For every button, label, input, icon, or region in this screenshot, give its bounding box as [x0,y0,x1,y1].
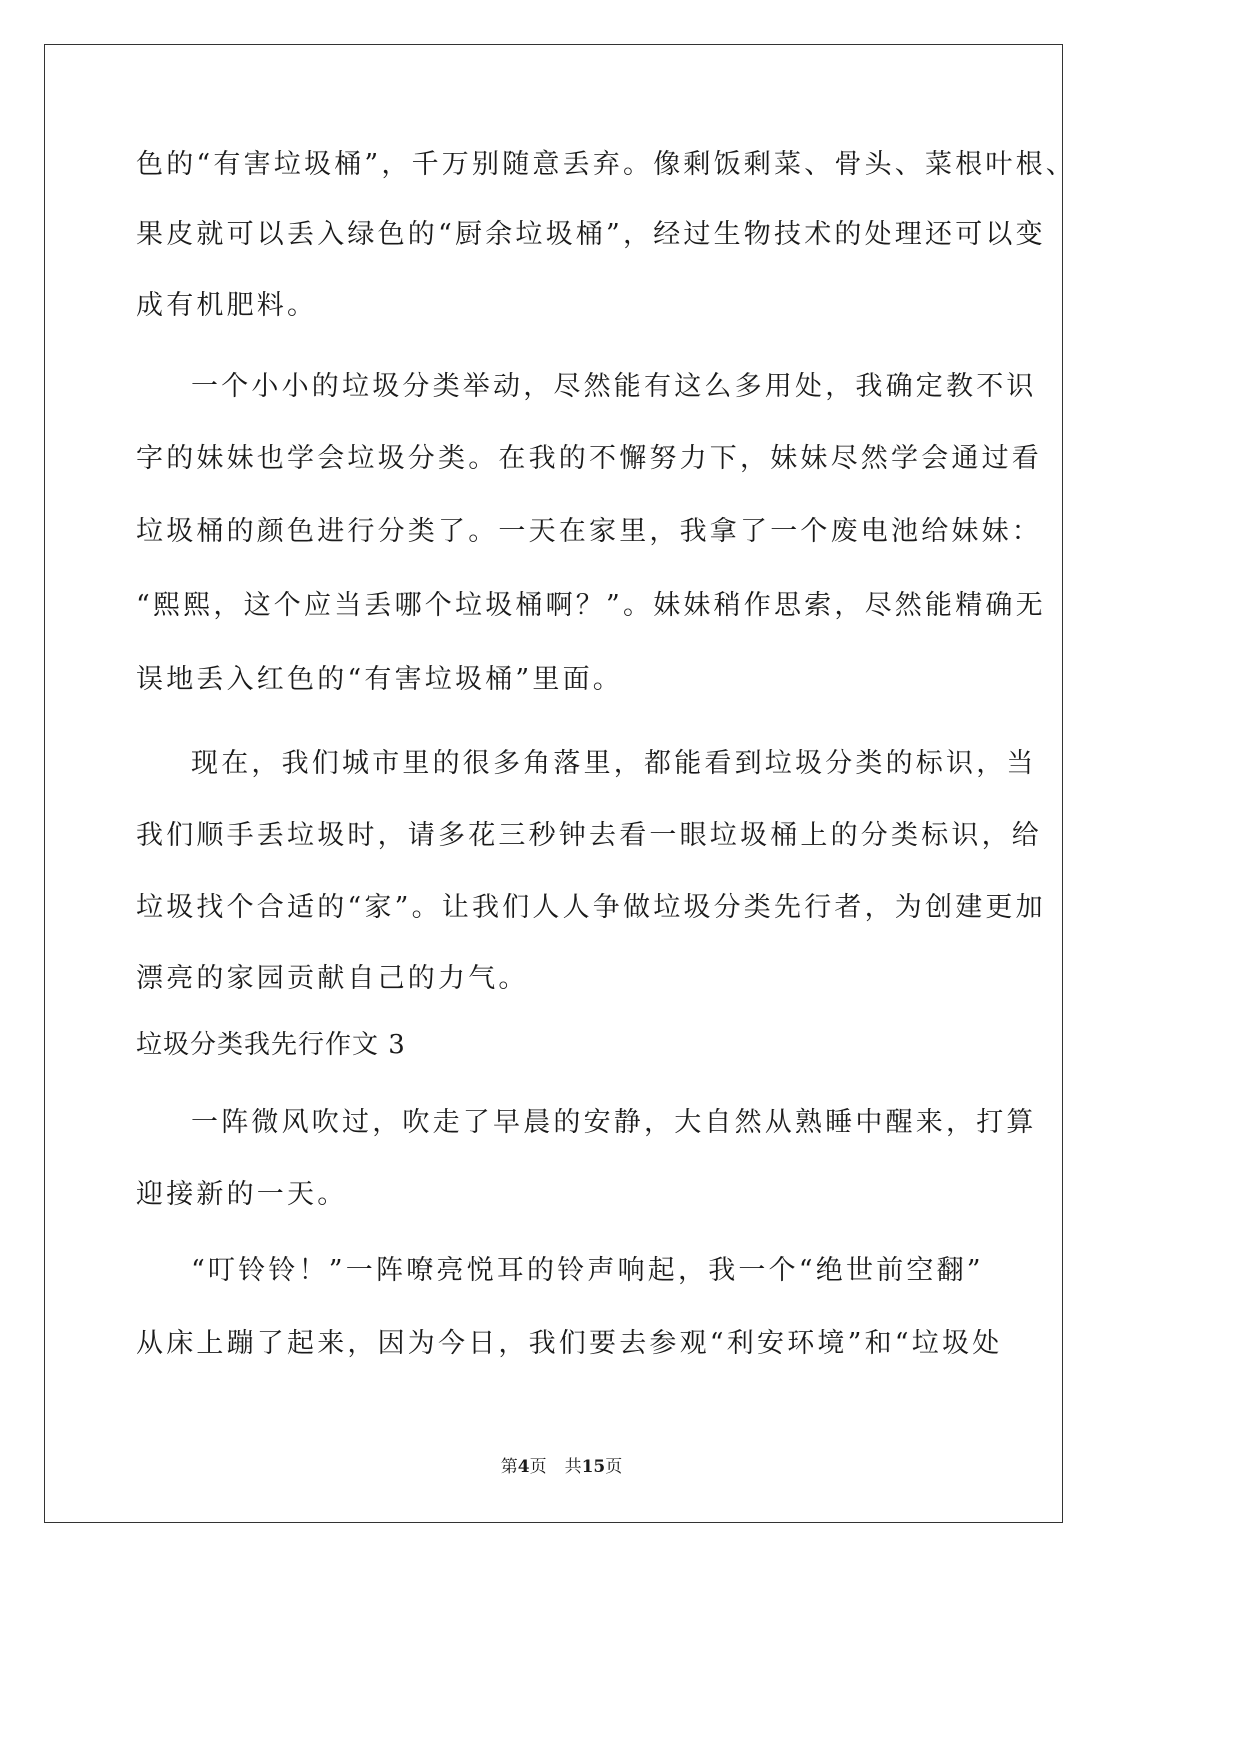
text-line: 误地丢入红色的“有害垃圾桶”里面。 [136,664,624,695]
text-line: 漂亮的家园贡献自己的力气。 [136,963,529,994]
text-line: “熙熙，这个应当丢哪个垃圾桶啊？”。妹妹稍作思索，尽然能精确无 [136,590,1046,621]
footer-total-suffix: 页 [605,1457,623,1477]
text-line: 现在，我们城市里的很多角落里，都能看到垃圾分类的标识，当 [191,748,1037,779]
text-line: 字的妹妹也学会垃圾分类。在我的不懈努力下，妹妹尽然学会通过看 [136,443,1042,474]
page-number: 4 [517,1457,530,1477]
footer-page-suffix: 页 [529,1457,547,1477]
text-line: 一阵微风吹过，吹走了早晨的安静，大自然从熟睡中醒来，打算 [191,1107,1037,1138]
text-line: 垃圾桶的颜色进行分类了。一天在家里，我拿了一个废电池给妹妹： [136,516,1042,547]
text-line: 色的“有害垃圾桶”，千万别随意丢弃。像剩饭剩菜、骨头、菜根叶根、 [136,149,1077,180]
footer-prefix: 第 [500,1457,518,1477]
text-line: 果皮就可以丢入绿色的“厨余垃圾桶”，经过生物技术的处理还可以变 [136,219,1046,250]
total-pages: 15 [581,1457,606,1477]
section-heading: 垃圾分类我先行作文 3 [136,1030,406,1060]
text-line: 迎接新的一天。 [136,1179,348,1210]
text-line: 一个小小的垃圾分类举动，尽然能有这么多用处，我确定教不识 [191,371,1037,402]
text-line: “叮铃铃！”一阵嘹亮悦耳的铃声响起，我一个“绝世前空翻” [191,1255,984,1286]
footer-total-prefix: 共 [564,1457,582,1477]
text-line: 成有机肥料。 [136,290,318,321]
text-line: 我们顺手丢垃圾时，请多花三秒钟去看一眼垃圾桶上的分类标识，给 [136,820,1042,851]
text-line: 垃圾找个合适的“家”。让我们人人争做垃圾分类先行者，为创建更加 [136,892,1046,923]
text-line: 从床上蹦了起来，因为今日，我们要去参观“利安环境”和“垃圾处 [136,1328,1003,1359]
page-footer [0,1455,1123,1479]
